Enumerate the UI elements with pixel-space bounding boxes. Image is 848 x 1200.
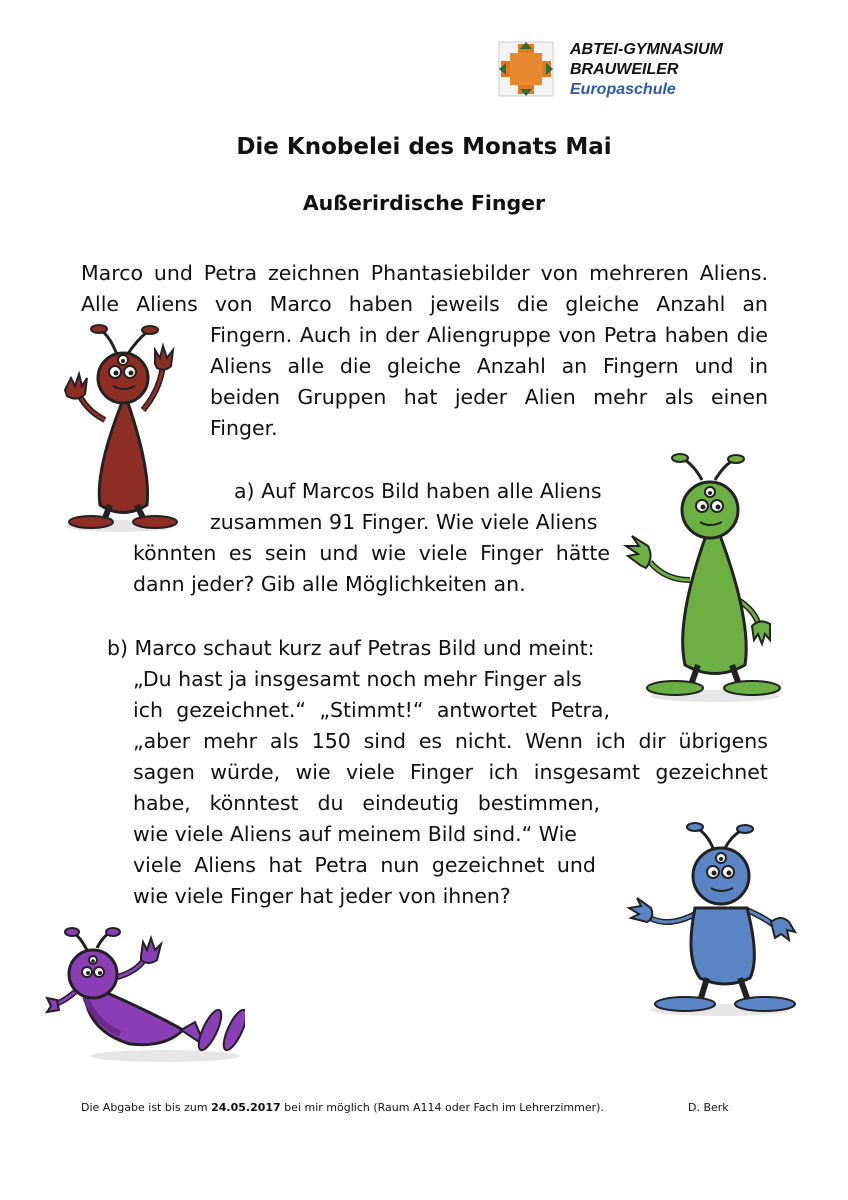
intro-line-3: Fingern. Auch in der Aliengruppe von Petra haben die — [210, 323, 768, 347]
part-a-line-3: könnten es sein und wie viele Finger hätte — [133, 541, 610, 565]
author-name: D. Berk — [688, 1101, 729, 1114]
part-b-line-3: ich gezeichnet.“ „Stimmt!“ antwortet Petra, — [133, 698, 610, 722]
part-b-line-4: „aber mehr als 150 sind es nicht. Wenn ich dir übrigens — [133, 729, 768, 753]
page-title: Die Knobelei des Monats Mai — [236, 134, 612, 160]
submission-note — [81, 1101, 604, 1114]
intro-line-6: Finger. — [210, 416, 278, 440]
part-b-line-2: „Du hast ja insgesamt noch mehr Finger als — [133, 667, 582, 691]
school-name — [570, 40, 723, 100]
logo-cross-icon — [497, 40, 555, 98]
school-name-line1: ABTEI-GYMNASIUM — [570, 41, 723, 58]
red-alien-illustration — [55, 320, 185, 535]
part-a-line-1: a) Auf Marcos Bild haben alle Aliens — [234, 479, 602, 503]
part-b-line-1: b) Marco schaut kurz auf Petras Bild und meint: — [107, 636, 595, 660]
school-name-line2: BRAUWEILER — [570, 61, 679, 78]
blue-alien-illustration — [625, 818, 800, 1018]
school-logo — [497, 40, 555, 98]
part-b-line-6: habe, könntest du eindeutig bestimmen, — [133, 791, 600, 815]
green-alien-illustration — [620, 450, 785, 705]
intro-line-4: Aliens alle die gleiche Anzahl an Fingern und in — [210, 354, 768, 378]
part-a-line-4: dann jeder? Gib alle Möglichkeiten an. — [133, 572, 526, 596]
submission-note-before: Die Abgabe ist bis zum — [81, 1101, 212, 1114]
part-b-line-8: viele Aliens hat Petra nun gezeichnet und — [133, 853, 596, 877]
part-b-line-9: wie viele Finger hat jeder von ihnen? — [133, 884, 511, 908]
page-subtitle: Außerirdische Finger — [302, 191, 546, 215]
part-a-line-2: zusammen 91 Finger. Wie viele Aliens — [210, 510, 598, 534]
part-b-line-5: sagen würde, wie viele Finger ich insgesamt gezeichnet — [133, 760, 768, 784]
intro-line-2: Alle Aliens von Marco haben jeweils die gleiche Anzahl an — [81, 292, 768, 316]
intro-line-1: Marco und Petra zeichnen Phantasiebilder von mehreren Aliens. — [81, 261, 768, 285]
submission-date: 24.05.2017 — [211, 1101, 281, 1114]
purple-alien-illustration — [45, 922, 245, 1067]
intro-line-5: beiden Gruppen hat jeder Alien mehr als einen — [210, 385, 768, 409]
part-b-line-7: wie viele Aliens auf meinem Bild sind.“ Wie — [133, 822, 577, 846]
submission-note-after: bei mir möglich (Raum A114 oder Fach im Lehrerzimmer). — [280, 1101, 604, 1114]
school-name-line3: Europaschule — [570, 81, 676, 98]
